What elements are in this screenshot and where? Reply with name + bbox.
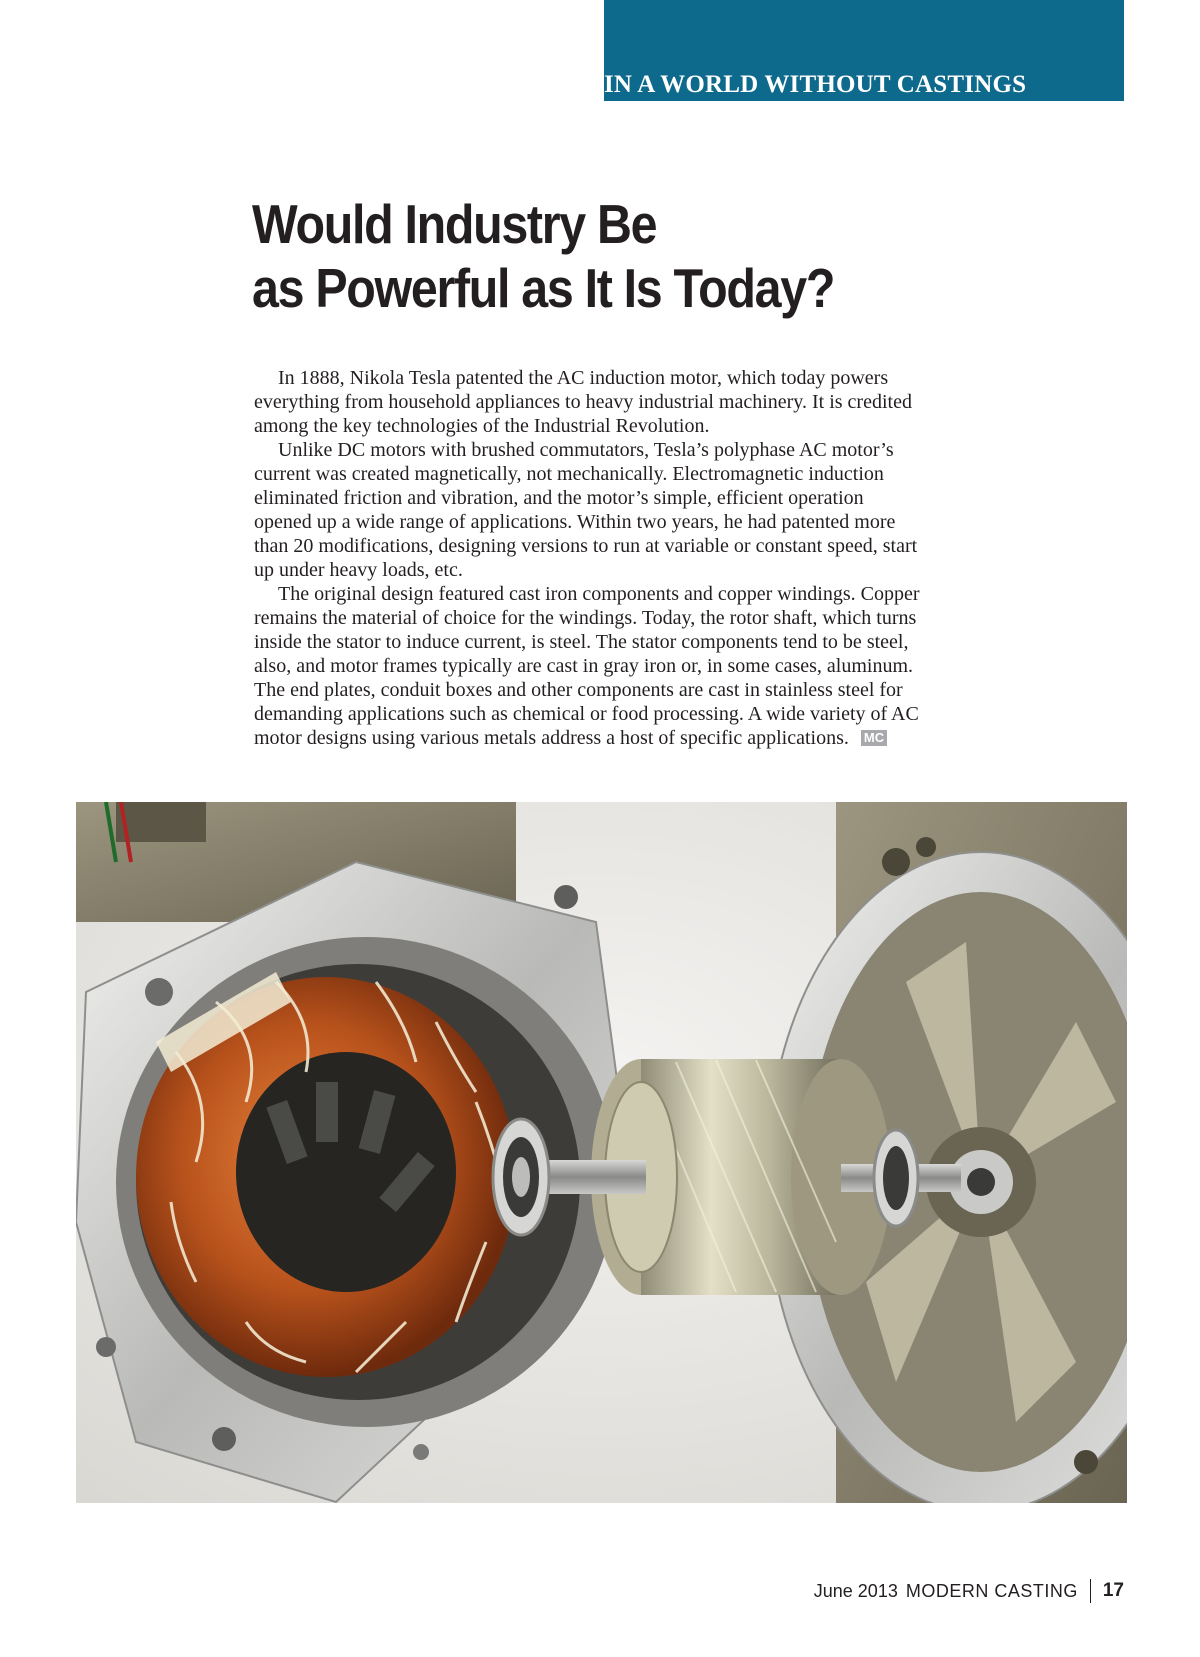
motor-photo bbox=[76, 802, 1127, 1503]
page-title-line-1: Would Industry Be bbox=[252, 193, 657, 255]
article-paragraph: In 1888, Nikola Tesla patented the AC induction motor, which today powers everything from household appliances to heavy industrial machinery. It is credited among the key technologies of the Industrial Revolution. bbox=[254, 367, 912, 437]
page-title bbox=[252, 192, 956, 320]
section-header-band bbox=[604, 0, 1124, 101]
section-label: IN A WORLD WITHOUT CASTINGS bbox=[604, 71, 1027, 98]
page-number: 17 bbox=[1102, 1580, 1124, 1601]
disassembled-ac-motor-image bbox=[76, 802, 1127, 1503]
footer-divider bbox=[1090, 1579, 1091, 1603]
issue-date: June 2013 bbox=[813, 1580, 898, 1601]
article-paragraph-text: The original design featured cast iron components and copper windings. Copper remains the material of choice for the windings. Today, the rotor shaft, which turns inside the stator to induce current, is steel. The stator components tend to be steel, also, and motor frames typically are cast in gray iron or, in some cases, aluminum. The end plates, conduit boxes and other components are cast in stainless steel for demanding applications such as chemical or food processing. A wide variety of AC motor designs using various metals address a host of specific applications. bbox=[254, 583, 920, 749]
magazine-name: MODERN CASTING bbox=[905, 1580, 1078, 1601]
end-of-article-badge: MC bbox=[861, 730, 887, 746]
article-paragraph: Unlike DC motors with brushed commutators, Tesla’s polyphase AC motor’s current was created magnetically, not mechanically. Electromagnetic induction eliminated friction and vibration, and the motor’s simple, efficient operation opened up a wide range of applications. Within two years, he had patented more than 20 modifications, designing versions to run at variable or constant speed, start up under heavy loads, etc. bbox=[254, 439, 918, 581]
article-body bbox=[254, 366, 924, 750]
page-footer bbox=[814, 1579, 1124, 1603]
page-title-line-2: as Powerful as It Is Today? bbox=[252, 257, 835, 319]
article-paragraph-last bbox=[254, 582, 924, 750]
